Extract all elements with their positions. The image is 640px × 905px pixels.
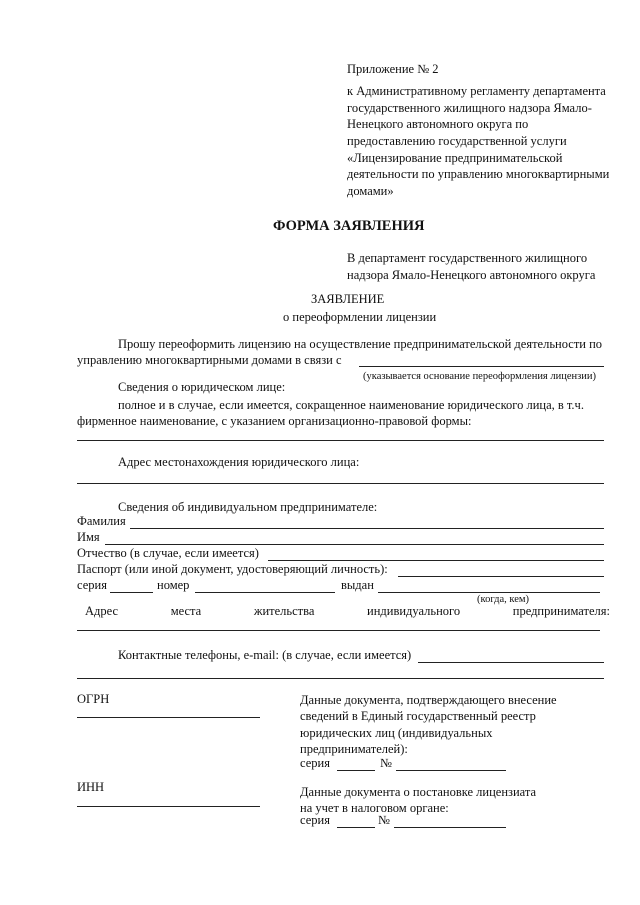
- name-field[interactable]: [105, 544, 604, 545]
- ogrn-doc-line: юридических лиц (индивидуальных: [300, 725, 493, 740]
- ogrn-doc-line: сведений в Единый государственный реестр: [300, 709, 536, 724]
- statement-subtitle: о переоформлении лицензии: [283, 310, 437, 324]
- reason-note: (указывается основание переоформления лицензии): [363, 371, 597, 382]
- appendix-title: Приложение № 2: [347, 62, 439, 76]
- legal-name-text: фирменное наименование, с указанием организационно-правовой формы:: [77, 414, 472, 428]
- reason-field[interactable]: [359, 366, 604, 367]
- legal-entity-heading: Сведения о юридическом лице:: [118, 380, 286, 394]
- appendix-line: государственного жилищного надзора Ямало-: [347, 100, 592, 115]
- inn-field[interactable]: [77, 806, 260, 807]
- inn-number-label: №: [378, 813, 390, 827]
- patronymic-field[interactable]: [268, 560, 604, 561]
- appendix-line: к Административному регламенту департамента: [347, 84, 606, 98]
- ogrn-number-field[interactable]: [396, 770, 506, 771]
- ogrn-series-label: серия: [300, 756, 330, 770]
- legal-name-field[interactable]: [77, 440, 604, 441]
- series-field[interactable]: [110, 592, 153, 593]
- residence-word: предпринимателя:: [512, 604, 610, 618]
- statement-title: ЗАЯВЛЕНИЕ: [311, 292, 385, 306]
- ogrn-number-label: №: [380, 756, 392, 770]
- series-label: серия: [77, 578, 107, 592]
- addressee-line: надзора Ямало-Ненецкого автономного округа: [347, 267, 596, 282]
- inn-series-label: серия: [300, 813, 330, 827]
- number-label: номер: [157, 578, 190, 592]
- appendix-line: деятельности по управлению многоквартирными: [347, 167, 610, 182]
- ogrn-series-field[interactable]: [337, 770, 375, 771]
- appendix-line: домами»: [347, 183, 394, 198]
- legal-address-label: Адрес местонахождения юридического лица:: [118, 455, 360, 469]
- inn-doc-text: [300, 784, 536, 817]
- contacts-label: Контактные телефоны, e-mail: (в случае, если имеется): [118, 648, 412, 662]
- residence-word: места: [170, 604, 202, 618]
- request-text: Прошу переоформить лицензию на осуществление предпринимательской деятельности по: [118, 337, 603, 351]
- residence-label: [85, 604, 610, 620]
- ogrn-field[interactable]: [77, 717, 260, 718]
- inn-series-field[interactable]: [337, 827, 375, 828]
- addressee: [347, 250, 627, 283]
- inn-number-field[interactable]: [394, 827, 506, 828]
- appendix-line: предоставлению государственной услуги: [347, 133, 567, 148]
- ogrn-label: ОГРН: [77, 692, 110, 706]
- passport-label: Паспорт (или иной документ, удостоверяющий личность):: [77, 562, 388, 576]
- legal-address-field[interactable]: [77, 483, 604, 484]
- patronymic-label: Отчество (в случае, если имеется): [77, 546, 259, 560]
- residence-word: индивидуального: [367, 604, 461, 618]
- entrepreneur-heading: Сведения об индивидуальном предпринимателе:: [118, 500, 378, 514]
- addressee-line: В департамент государственного жилищного: [347, 251, 588, 265]
- residence-field[interactable]: [77, 630, 600, 631]
- form-title: ФОРМА ЗАЯВЛЕНИЯ: [273, 218, 425, 234]
- number-field[interactable]: [195, 592, 335, 593]
- surname-label: Фамилия: [77, 514, 126, 528]
- inn-label: ИНН: [77, 780, 105, 794]
- ogrn-doc-line: предпринимателей):: [300, 741, 408, 756]
- legal-name-text: полное и в случае, если имеется, сокращенное наименование юридического лица, в т.ч.: [118, 398, 584, 412]
- appendix-line: Ненецкого автономного округа по: [347, 117, 529, 132]
- inn-doc-line: Данные документа о постановке лицензиата: [300, 785, 537, 799]
- request-text: управлению многоквартирными домами в связи с: [77, 353, 342, 367]
- residence-word: Адрес: [85, 604, 119, 618]
- appendix-text: [347, 83, 627, 199]
- ogrn-doc-text: [300, 692, 557, 757]
- name-label: Имя: [77, 530, 100, 544]
- ogrn-doc-line: Данные документа, подтверждающего внесение: [300, 693, 557, 707]
- inn-doc-line: на учет в налоговом органе:: [300, 801, 449, 816]
- contacts-field[interactable]: [418, 662, 604, 663]
- contacts-field-extra[interactable]: [77, 678, 604, 679]
- surname-field[interactable]: [130, 528, 604, 529]
- issued-note: (когда, кем): [477, 594, 529, 605]
- appendix-line: «Лицензирование предпринимательской: [347, 150, 563, 165]
- issued-label: выдан: [341, 578, 374, 592]
- passport-field[interactable]: [398, 576, 604, 577]
- residence-word: жительства: [253, 604, 315, 618]
